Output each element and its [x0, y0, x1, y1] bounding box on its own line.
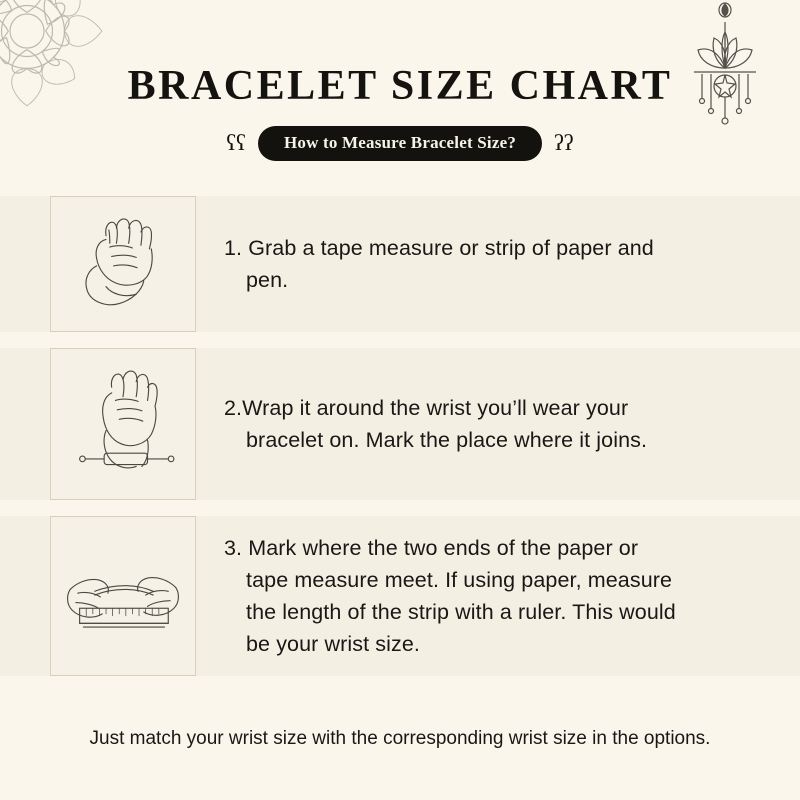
flourish-left-icon: ʕʕ [226, 129, 246, 155]
page-title: BRACELET SIZE CHART [127, 63, 673, 109]
step-line-1: 1. Grab a tape measure or strip of paper and [224, 235, 654, 260]
step-line-2: bracelet on. Mark the place where it joins. [246, 428, 648, 452]
step-text [224, 232, 654, 297]
step-line-3: the length of the strip with a ruler. This would [246, 600, 676, 624]
measuring-paper-strip-with-ruler-illustration [50, 516, 196, 676]
step-line-2: tape measure meet. If using paper, measure [246, 567, 673, 592]
step-text [224, 532, 676, 661]
step-row [0, 348, 800, 500]
step-row [0, 196, 800, 332]
steps-list [0, 196, 800, 692]
step-line-2: pen. [246, 268, 289, 292]
step-text [224, 392, 647, 457]
footer-note: Just match your wrist size with the corresponding wrist size in the options. [89, 728, 711, 749]
step-row [0, 516, 800, 676]
step-line-1: 3. Mark where the two ends of the paper or [224, 535, 639, 560]
subtitle-row [0, 126, 800, 161]
subtitle-badge: How to Measure Bracelet Size? [258, 126, 542, 161]
step-line-1: 2.Wrap it around the wrist you’ll wear your [224, 395, 629, 420]
step-line-4: be your wrist size. [246, 632, 420, 657]
flourish-right-icon: ʕʕ [554, 129, 574, 155]
hand-wrapping-tape-around-wrist-illustration [50, 348, 196, 500]
hand-holding-tape-measure-illustration [50, 196, 196, 332]
